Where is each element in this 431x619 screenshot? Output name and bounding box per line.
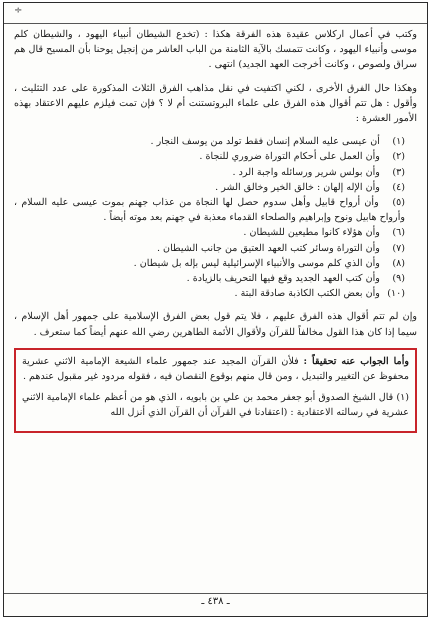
item-text: وأن كتب العهد الجديد وقع فيها التحريف بالزيادة . xyxy=(186,273,380,285)
highlighted-answer-box xyxy=(14,348,417,433)
header-mark: ÷ xyxy=(14,5,23,16)
answer-point-1: (١) قال الشيخ الصدوق أبو جعفر محمد بن علي بن بابويه ، الذي هو من أعظم علماء الإمامية الاثني عشرية في رسالته الاعتقادية : (اعتقادنا في القرآن أن القرآن الذي أنزل الله xyxy=(22,392,409,419)
list-item xyxy=(14,271,405,286)
item-number: (٧) xyxy=(392,242,405,254)
list-item xyxy=(14,149,405,164)
list-item xyxy=(14,195,405,225)
list-item xyxy=(14,225,405,240)
list-item xyxy=(14,241,405,256)
item-number: (٣) xyxy=(392,166,405,178)
item-number: (٢) xyxy=(392,151,405,163)
list-item xyxy=(14,165,405,180)
item-text: وأن أرواح قابيل وأهل سدوم حصل لها النجاة من عذاب جهنم بموت عيسى عليه السلام ، وأرواح هابيل ونوح وإبراهيم والصلحاء القدماء معذبة في جهنم بعد موته أيضاً . xyxy=(14,197,405,224)
item-number: (٦) xyxy=(392,227,405,239)
footer-rule xyxy=(4,593,427,594)
item-number: (٤) xyxy=(392,181,405,193)
list-item xyxy=(14,286,405,301)
page-header-strip xyxy=(4,3,427,24)
list-item xyxy=(14,180,405,195)
answer-paragraph xyxy=(22,354,409,384)
paragraph-trinity: وهكذا حال الفرق الأخرى ، لكني اكتفيت في نقل مذاهب الفرق الثلاث المذكورة على عدد التثليث ، وأقول : هل تتم أقوال هذه الفرق على علماء البروتستنت أم لا ؟ فإن تمت فيلزم عليهم الاعتقاد بهذه الأمور العشرة : xyxy=(14,82,417,125)
list-item xyxy=(14,134,405,149)
page-number: ـ ٤٣٨ ـ xyxy=(201,596,230,607)
item-text: وأن بولس شرير ورسائله واجبة الرد . xyxy=(232,166,380,178)
page-body xyxy=(14,27,417,433)
item-text: وأن بعض الكتب الكاذبة صادقة البتة . xyxy=(234,288,380,300)
item-text: وأن التوراة وسائر كتب العهد العتيق من جانب الشيطان . xyxy=(156,242,380,254)
item-text: وأن الذي كلم موسى والأنبياء الإسرائيلية ليس بإله بل شيطان . xyxy=(133,257,380,269)
paragraph-islamic-sects: وإن لم تتم أقوال هذه الفرق عليهم ، فلا يتم قول بعض الفرق الإسلامية على جمهور أهل الإسلام ، سيما إذا كان هذا القول مخالفاً للقرآن ولأقوال الأئمة الطاهرين رضي الله عنهم أيضاً كما ستعرف . xyxy=(14,311,417,338)
item-number: (١٠) xyxy=(387,288,405,300)
doctrines-list xyxy=(14,134,417,301)
item-text: وأن هؤلاء كانوا مطيعين للشيطان . xyxy=(243,227,380,239)
answer-lead: وأما الجواب عنه تحقيقاً : xyxy=(303,355,409,367)
item-text: وأن العمل على أحكام التوراة ضروري للنجاة . xyxy=(199,151,380,163)
item-number: (٨) xyxy=(392,257,405,269)
item-text: وأن الإله إلهان : خالق الخير وخالق الشر . xyxy=(215,181,380,193)
item-number: (١) xyxy=(392,136,405,148)
book-page xyxy=(3,2,428,617)
item-number: (٥) xyxy=(392,197,405,209)
item-text: أن عيسى عليه السلام إنسان فقط تولد من يوسف النجار . xyxy=(150,136,380,148)
answer-text: فلأن القرآن المجيد عند جمهور علماء الشيعة الإمامية الاثني عشرية محفوظ عن التغيير والتبديل ، ومن قال منهم بوقوع النقصان فيه ، فقوله مردود غير مقبول عندهم . xyxy=(22,355,409,383)
paragraph-arkalas: وكتب في أعمال اركلاس عقيدة هذه الفرقة هكذا : (تخدع الشيطان أنبياء اليهود ، والشيطان كلم موسى وأنبياء اليهود ، وكانت تتمسك بالآية الثامنة من الباب العاشر من إنجيل يوحنا بأن المسيح قال هم سراق ولصوص ، وكانت أخرجت العهد الجديد) انتهى . xyxy=(14,29,418,71)
item-number: (٩) xyxy=(392,273,405,285)
list-item xyxy=(14,256,405,271)
